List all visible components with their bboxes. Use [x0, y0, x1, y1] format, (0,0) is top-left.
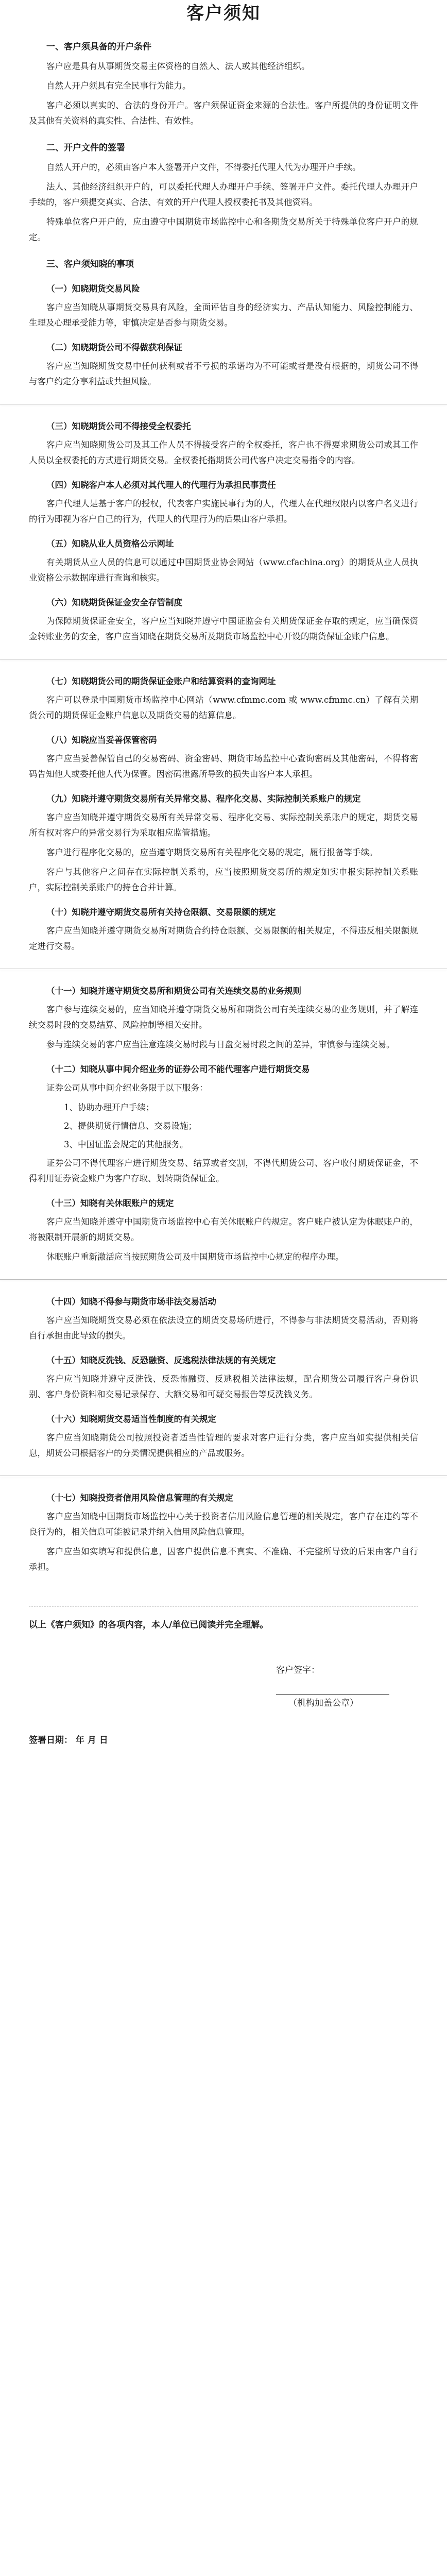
signature-note: （机构加盖公章）: [288, 1698, 358, 1708]
paragraph: 客户必须以真实的、合法的身份开户。客户须保证资金来源的合法性。客户所提供的身份证明文件及其他有关资料的真实性、合法性、有效性。: [29, 100, 418, 126]
paragraph: 客户应当妥善保管自己的交易密码、资金密码、期货市场监控中心查询密码及其他密码，不得将密码告知他人或委托他人代为保管。因密码泄露所导致的损失由客户本人承担。: [29, 754, 418, 779]
paragraph: 客户应当知晓期货公司按照投资者适当性管理的要求对客户进行分类，客户应当如实提供相关信息，期货公司根据客户的分类情况提供相应的产品或服务。: [29, 1433, 418, 1458]
sub-heading: （六）知晓期货保证金安全存管制度: [46, 598, 182, 607]
list-item: 2、提供期货行情信息、交易设施；: [64, 1121, 197, 1131]
list-item: 1、协助办理开户手续；: [64, 1103, 154, 1112]
paragraph: 为保障期货保证金安全，客户应当知晓并遵守中国证监会有关期货保证金存取的规定，应当确保资金转账业务的安全，客户应当知晓在期货交易所及期货市场监控中心开设的期货保证金账户信息。: [29, 616, 418, 641]
sub-heading: （十六）知晓期货交易适当性制度的有关规定: [46, 1414, 216, 1424]
paragraph: 客户应当知晓期货交易必须在依法设立的期货交易场所进行，不得参与非法期货交易活动，否则将自行承担由此导致的损失。: [29, 1315, 418, 1341]
paragraph: 客户代理人是基于客户的授权，代表客户实施民事行为的人，代理人在代理权限内以客户名义进行的行为即视为客户自己的行为，代理人的代理行为的后果由客户承担。: [29, 499, 418, 524]
section-heading: 三、客户须知晓的事项: [46, 259, 134, 269]
sub-heading: （十一）知晓并遵守期货交易所和期货公司有关连续交易的业务规则: [46, 986, 301, 996]
list-item: 3、中国证监会规定的其他服务。: [64, 1140, 188, 1149]
paragraph: 客户应当知晓中国期货市场监控中心关于投资者信用风险信息管理的相关规定，客户存在违约等不良行为的，相关信息可能被记录并纳入信用风险信息管理。: [29, 1512, 418, 1537]
paragraph: 客户与其他客户之间存在实际控制关系的，应当按照期货交易所的规定如实申报实际控制关系账户，实际控制关系账户的持仓合并计算。: [29, 867, 418, 892]
sub-heading: （十五）知晓反洗钱、反恐融资、反逃税法律法规的有关规定: [46, 1355, 276, 1365]
paragraph: 客户应当知晓期货交易中任何获利或者不亏损的承诺均为不可能或者是没有根据的，期货公司不得与客户约定分享利益或共担风险。: [29, 361, 418, 386]
sub-heading: （九）知晓并遵守期货交易所有关异常交易、程序化交易、实际控制关系账户的规定: [46, 794, 361, 804]
sub-heading: （八）知晓应当妥善保管密码: [46, 735, 157, 745]
paragraph: 证券公司从事中间介绍业务限于以下服务：: [46, 1083, 208, 1093]
sub-heading: （二）知晓期货公司不得做获利保证: [46, 343, 182, 352]
paragraph: 法人、其他经济组织开户的，可以委托代理人办理开户手续、签署开户文件。委托代理人办理开户手续的，客户须提交真实、合法、有效的开户代理人授权委托书及其他资料。: [29, 182, 418, 207]
paragraph: 证券公司不得代理客户进行期货交易、结算或者交割，不得代期货公司、客户收付期货保证金，不得利用证券资金账户为客户存取、划转期货保证金。: [29, 1158, 418, 1183]
section-heading: 一、客户须具备的开户条件: [46, 42, 151, 52]
paragraph: 客户参与连续交易的，应当知晓并遵守期货交易所和期货公司有关连续交易的业务规则，并了解连续交易时段的交易结算、风险控制等相关安排。: [29, 1005, 418, 1030]
paragraph: 客户应是具有从事期货交易主体资格的自然人、法人或其他经济组织。: [46, 61, 310, 71]
paragraph: 客户应当知晓期货公司及其工作人员不得接受客户的全权委托，客户也不得要求期货公司或其工作人员以全权委托的方式进行期货交易。全权委托指期货公司代客户决定交易指令的内容。: [29, 440, 418, 465]
signature-field[interactable]: [276, 1682, 389, 1695]
sub-heading: （三）知晓期货公司不得接受全权委托: [46, 421, 191, 431]
paragraph: 客户应当知晓从事期货交易具有风险，全面评估自身的经济实力、产品认知能力、风险控制能力、生理及心理承受能力等，审慎决定是否参与期货交易。: [29, 302, 418, 328]
page-divider: [0, 1279, 447, 1280]
signature-block: [29, 1662, 418, 1711]
paragraph: 客户应当知晓并遵守期货交易所对期货合约持仓限额、交易限额的相关规定，不得违反相关限额规定进行交易。: [29, 926, 418, 951]
sub-heading: （十四）知晓不得参与期货市场非法交易活动: [46, 1297, 216, 1307]
sub-heading: （十二）知晓从事中间介绍业务的证券公司不能代理客户进行期货交易: [46, 1064, 310, 1074]
signing-date[interactable]: 签署日期： 年 月 日: [29, 1735, 108, 1745]
section-heading: 二、开户文件的签署: [46, 143, 125, 153]
sub-heading: （十七）知晓投资者信用风险信息管理的有关规定: [46, 1493, 233, 1503]
paragraph: 自然人开户的，必须由客户本人签署开户文件，不得委托代理人代为办理开户手续。: [46, 162, 361, 172]
paragraph: 客户应当知晓并遵守中国期货市场监控中心有关休眠账户的规定。客户账户被认定为休眠账户的，将被限制开展新的期货交易。: [29, 1217, 418, 1242]
paragraph: 客户应当知晓并遵守期货交易所有关异常交易、程序化交易、实际控制关系账户的规定，期货交易所有权对客户的异常交易行为采取相应监管措施。: [29, 812, 418, 838]
paragraph: 自然人开户须具有完全民事行为能力。: [46, 81, 191, 91]
paragraph: 特殊单位客户开户的，应由遵守中国期货市场监控中心和各期货交易所关于特殊单位客户开户的规定。: [29, 217, 418, 242]
paragraph: 参与连续交易的客户应当注意连续交易时段与日盘交易时段之间的差异，审慎参与连续交易。: [46, 1040, 395, 1049]
document-title: 客户须知: [186, 3, 261, 24]
sub-heading: （七）知晓期货公司的期货保证金账户和结算资料的查询网址: [46, 676, 276, 686]
sub-heading: （一）知晓期货交易风险: [46, 284, 140, 294]
closing-statement: 以上《客户须知》的各项内容，本人/单位已阅读并完全理解。: [29, 1606, 418, 1633]
sub-heading: （五）知晓从业人员资格公示网址: [46, 539, 174, 549]
sub-heading: （四）知晓客户本人必须对其代理人的代理行为承担民事责任: [46, 480, 276, 490]
paragraph: 客户进行程序化交易的，应当遵守期货交易所有关程序化交易的规定，履行报备等手续。: [46, 848, 378, 857]
paragraph: 休眠账户重新激活应当按照期货公司及中国期货市场监控中心规定的程序办理。: [46, 1252, 344, 1262]
sub-heading: （十三）知晓有关休眠账户的规定: [46, 1198, 174, 1208]
sub-heading: （十）知晓并遵守期货交易所有关持仓限额、交易限额的规定: [46, 907, 276, 917]
paragraph: 客户应当如实填写和提供信息，因客户提供信息不真实、不准确、不完整所导致的后果由客户自行承担。: [29, 1547, 418, 1572]
paragraph: 客户可以登录中国期货市场监控中心网站（www.cfmmc.com 或 www.cfmmc.cn）了解有关期货公司的期货保证金账户信息以及期货交易的结算信息。: [29, 695, 418, 720]
section-1: [29, 39, 418, 129]
paragraph: 客户应当知晓并遵守反洗钱、反恐怖融资、反逃税相关法律法规，配合期货公司履行客户身份识别、客户身份资料和交易记录保存、大额交易和可疑交易报告等反洗钱义务。: [29, 1374, 418, 1399]
signature-label: 客户签字：: [276, 1665, 320, 1675]
paragraph: 有关期货从业人员的信息可以通过中国期货业协会网站（www.cfachina.org）的期货从业人员执业资格公示数据库进行查询和核实。: [29, 557, 418, 583]
section-3: [29, 257, 418, 1575]
section-2: [29, 140, 418, 245]
